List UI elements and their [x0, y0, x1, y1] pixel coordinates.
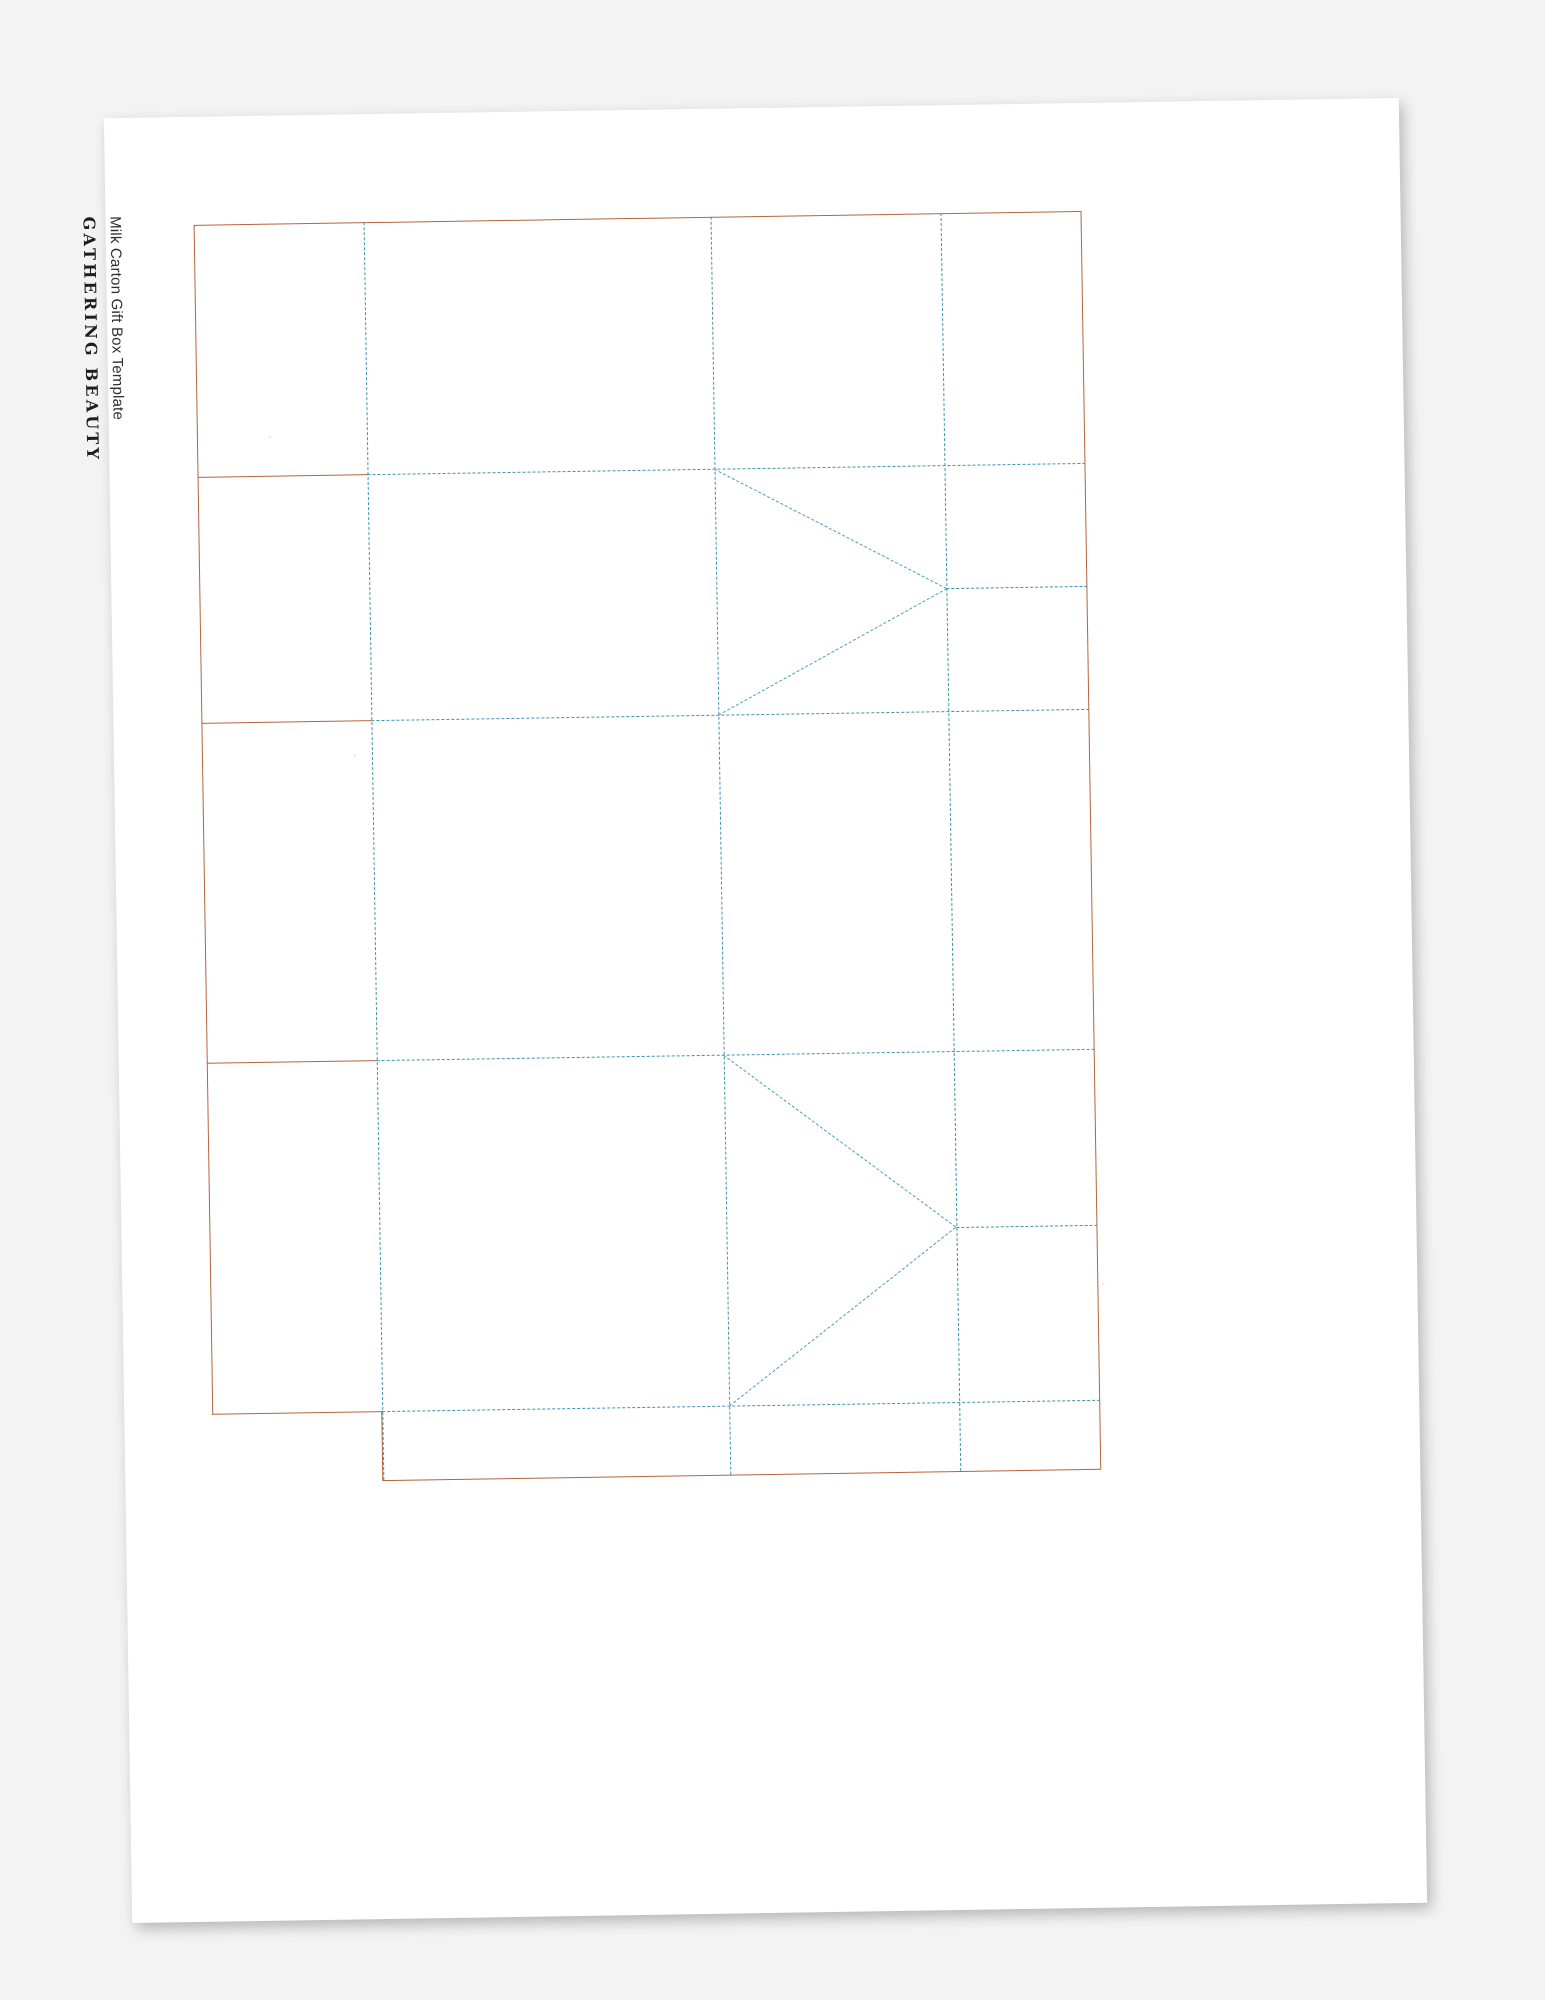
fold-line-horizontal-3	[377, 1049, 1095, 1061]
cut-line-top	[194, 211, 1082, 226]
fold-line-vertical-2	[711, 217, 732, 1475]
fold-line-horizontal-4	[382, 1400, 1100, 1412]
fold-line-beak-1	[946, 586, 1087, 589]
fold-line-beak-2	[956, 1225, 1097, 1228]
printable-page	[79, 98, 1427, 1923]
cut-line-bottom	[382, 1469, 1101, 1481]
fold-diagonal-upper-b	[718, 588, 947, 715]
fold-diagonal-lower-a	[723, 1055, 956, 1228]
brand-name: GATHERING BEAUTY	[79, 216, 103, 463]
box-template-artwork	[194, 207, 1336, 1734]
template-title: Milk Carton Gift Box Template	[106, 215, 127, 421]
fold-line-horizontal-2	[371, 709, 1089, 721]
fold-line-vertical-1	[364, 222, 385, 1480]
page-branding	[63, 216, 129, 577]
fold-line-horizontal-1	[368, 463, 1086, 475]
fold-line-vertical-3	[940, 213, 961, 1471]
fold-diagonal-upper-a	[714, 469, 947, 589]
cut-line-left	[194, 225, 214, 1415]
cut-line-right	[1080, 211, 1101, 1469]
cut-line-panel-divider-3	[207, 1060, 377, 1064]
cut-line-panel-divider-1	[198, 474, 368, 478]
fold-diagonal-lower-b	[729, 1227, 956, 1406]
cut-line-panel-divider-2	[201, 720, 371, 724]
cut-line-panel-divider-4	[212, 1411, 382, 1415]
